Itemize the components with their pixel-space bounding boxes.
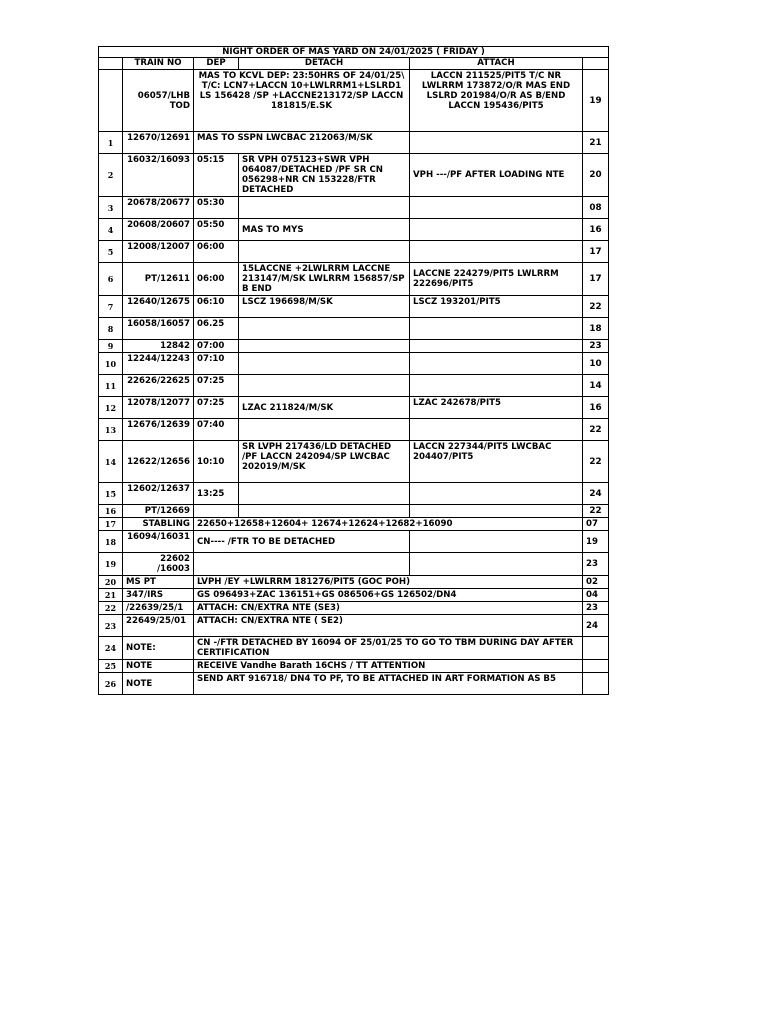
attach-cell: [410, 505, 583, 518]
rsn-cell: 23: [583, 340, 609, 353]
header-detach: DETACH: [239, 58, 410, 70]
rsn-cell: [583, 673, 609, 695]
train-no-cell: 12622/12656: [123, 441, 194, 483]
train-no-cell: NOTE: [123, 660, 194, 673]
row-sno: 10: [99, 353, 123, 375]
rsn-cell: 24: [583, 615, 609, 637]
table-row: [99, 483, 609, 505]
dep-cell: 05:30: [194, 197, 239, 219]
dep-cell: 07:25: [194, 397, 239, 419]
table-row: [99, 70, 609, 132]
train-no-cell: NOTE: [123, 673, 194, 695]
train-no-cell: 06057/LHB TOD: [123, 70, 194, 132]
detach-cell: LZAC 211824/M/SK: [239, 397, 410, 419]
attach-cell: [410, 419, 583, 441]
attach-cell: [410, 375, 583, 397]
row-sno: 22: [99, 602, 123, 615]
table-row: [99, 340, 609, 353]
table-row: [99, 441, 609, 483]
remarks-cell: SEND ART 916718/ DN4 TO PF, TO BE ATTACHED IN ART FORMATION AS B5: [194, 673, 583, 695]
detach-cell: [239, 505, 410, 518]
dep-cell: 07:40: [194, 419, 239, 441]
rsn-cell: 23: [583, 553, 609, 576]
row-sno: 8: [99, 318, 123, 340]
header-train-no: TRAIN NO: [123, 58, 194, 70]
remarks-cell: CN -/FTR DETACHED BY 16094 OF 25/01/25 TO GO TO TBM DURING DAY AFTER CERTIFICATION: [194, 637, 583, 660]
attach-cell: LACCN 227344/PIT5 LWCBAC 204407/PIT5: [410, 441, 583, 483]
train-no-cell: 12602/12637: [123, 483, 194, 505]
remarks-cell: RECEIVE Vandhe Barath 16CHS / TT ATTENTION: [194, 660, 583, 673]
dep-cell: 05:50: [194, 219, 239, 241]
train-no-cell: PT/12611: [123, 263, 194, 296]
header-rsn: [583, 58, 609, 70]
train-no-cell: 22602 /16003: [123, 553, 194, 576]
train-no-cell: 20608/20607: [123, 219, 194, 241]
table-row: [99, 197, 609, 219]
dep-cell: 06:00: [194, 263, 239, 296]
table-row: [99, 589, 609, 602]
detach-cell: [239, 241, 410, 263]
detach-cell: [239, 353, 410, 375]
remarks-cell: LVPH /EY +LWLRRM 181276/PIT5 (GOC POH): [194, 576, 583, 589]
header-attach: ATTACH: [410, 58, 583, 70]
rsn-cell: 23: [583, 602, 609, 615]
night-order-sheet: [98, 46, 608, 695]
attach-cell: LACCNE 224279/PIT5 LWLRRM 222696/PIT5: [410, 263, 583, 296]
rsn-cell: 16: [583, 397, 609, 419]
table-row: [99, 296, 609, 318]
detach-cell: LSCZ 196698/M/SK: [239, 296, 410, 318]
rsn-cell: 07: [583, 518, 609, 531]
train-no-cell: 22649/25/01: [123, 615, 194, 637]
detach-cell: SR VPH 075123+SWR VPH 064087/DETACHED /PF SR CN 056298+NR CN 153228/FTR DETACHED: [239, 154, 410, 197]
attach-cell: [410, 197, 583, 219]
attach-cell: [410, 340, 583, 353]
attach-cell: [410, 531, 583, 553]
dep-cell: [194, 505, 239, 518]
row-sno: 23: [99, 615, 123, 637]
rsn-cell: 19: [583, 70, 609, 132]
rsn-cell: 18: [583, 318, 609, 340]
rsn-cell: 17: [583, 241, 609, 263]
detach-cell: [194, 553, 410, 576]
table-row: [99, 419, 609, 441]
attach-cell: LACCN 211525/PIT5 T/C NR LWLRRM 173872/O/R MAS END LSLRD 201984/O/R AS B/END LACCN 195436/PIT5: [410, 70, 583, 132]
attach-cell: [410, 318, 583, 340]
header-row: [99, 58, 609, 70]
rsn-cell: 21: [583, 132, 609, 154]
row-sno: 11: [99, 375, 123, 397]
detach-cell: MAS TO SSPN LWCBAC 212063/M/SK: [194, 132, 410, 154]
train-no-cell: 22626/22625: [123, 375, 194, 397]
table-row: [99, 615, 609, 637]
table-row: [99, 219, 609, 241]
table-row: [99, 132, 609, 154]
row-sno: 20: [99, 576, 123, 589]
attach-cell: [410, 483, 583, 505]
rsn-cell: 10: [583, 353, 609, 375]
attach-cell: [410, 132, 583, 154]
rsn-cell: 22: [583, 505, 609, 518]
row-sno: 15: [99, 483, 123, 505]
row-sno: 3: [99, 197, 123, 219]
row-sno: 25: [99, 660, 123, 673]
train-no-cell: 12008/12007: [123, 241, 194, 263]
table-row: [99, 660, 609, 673]
row-sno: 18: [99, 531, 123, 553]
rsn-cell: [583, 637, 609, 660]
header-sno: [99, 58, 123, 70]
table-row: [99, 518, 609, 531]
dep-cell: 10:10: [194, 441, 239, 483]
row-sno: 5: [99, 241, 123, 263]
table-row: [99, 318, 609, 340]
train-no-cell: 16032/16093: [123, 154, 194, 197]
attach-cell: LZAC 242678/PIT5: [410, 397, 583, 419]
dep-cell: 06:10: [194, 296, 239, 318]
train-no-cell: 12640/12675: [123, 296, 194, 318]
row-sno: 1: [99, 132, 123, 154]
row-sno: 24: [99, 637, 123, 660]
table-row: [99, 375, 609, 397]
row-sno: 13: [99, 419, 123, 441]
dep-cell: 05:15: [194, 154, 239, 197]
rsn-cell: 14: [583, 375, 609, 397]
dep-cell: 13:25: [194, 483, 239, 505]
table-row: [99, 263, 609, 296]
attach-cell: [410, 353, 583, 375]
detach-cell: SR LVPH 217436/LD DETACHED /PF LACCN 242094/SP LWCBAC 202019/M/SK: [239, 441, 410, 483]
detach-cell: MAS TO MYS: [239, 219, 410, 241]
detach-cell: MAS TO KCVL DEP: 23:50HRS OF 24/01/25\ T/C: LCN7+LACCN 10+LWLRRM1+LSLRD1 LS 156428 /SP +LACCNE213172/SP LACCN 181815/E.SK: [194, 70, 410, 132]
table-row: [99, 553, 609, 576]
train-no-cell: 16094/16031: [123, 531, 194, 553]
sheet-title: NIGHT ORDER OF MAS YARD ON 24/01/2025 ( FRIDAY ): [99, 47, 609, 58]
row-sno: 21: [99, 589, 123, 602]
table-row: [99, 154, 609, 197]
rsn-cell: 02: [583, 576, 609, 589]
rsn-cell: 17: [583, 263, 609, 296]
dep-cell: 07:25: [194, 375, 239, 397]
table-row: [99, 673, 609, 695]
night-order-table: [98, 46, 609, 695]
table-row: [99, 353, 609, 375]
title-row: [99, 47, 609, 58]
row-sno: 16: [99, 505, 123, 518]
train-no-cell: /22639/25/1: [123, 602, 194, 615]
remarks-cell: 22650+12658+12604+ 12674+12624+12682+16090: [194, 518, 583, 531]
detach-cell: [239, 197, 410, 219]
rsn-cell: 24: [583, 483, 609, 505]
rsn-cell: 22: [583, 296, 609, 318]
table-row: [99, 241, 609, 263]
detach-cell: [239, 419, 410, 441]
dep-cell: 06:00: [194, 241, 239, 263]
table-row: [99, 637, 609, 660]
rsn-cell: 22: [583, 419, 609, 441]
attach-cell: VPH ---/PF AFTER LOADING NTE: [410, 154, 583, 197]
table-row: [99, 602, 609, 615]
train-no-cell: 12670/12691: [123, 132, 194, 154]
row-sno: 9: [99, 340, 123, 353]
rsn-cell: 16: [583, 219, 609, 241]
dep-cell: 06.25: [194, 318, 239, 340]
detach-cell: [239, 318, 410, 340]
dep-cell: 07:10: [194, 353, 239, 375]
dep-cell: 07:00: [194, 340, 239, 353]
attach-cell: LSCZ 193201/PIT5: [410, 296, 583, 318]
row-sno: 19: [99, 553, 123, 576]
train-no-cell: 12244/12243: [123, 353, 194, 375]
attach-cell: [410, 219, 583, 241]
row-sno: [99, 70, 123, 132]
train-no-cell: 20678/20677: [123, 197, 194, 219]
detach-cell: [239, 375, 410, 397]
rsn-cell: 22: [583, 441, 609, 483]
row-sno: 17: [99, 518, 123, 531]
train-no-cell: 12078/12077: [123, 397, 194, 419]
remarks-cell: GS 096493+ZAC 136151+GS 086506+GS 126502/DN4: [194, 589, 583, 602]
remarks-cell: ATTACH: CN/EXTRA NTE (SE3): [194, 602, 583, 615]
train-no-cell: 347/IRS: [123, 589, 194, 602]
train-no-cell: 12676/12639: [123, 419, 194, 441]
rsn-cell: 19: [583, 531, 609, 553]
train-no-cell: NOTE:: [123, 637, 194, 660]
rsn-cell: [583, 660, 609, 673]
row-sno: 4: [99, 219, 123, 241]
remarks-cell: ATTACH: CN/EXTRA NTE ( SE2): [194, 615, 583, 637]
rsn-cell: 08: [583, 197, 609, 219]
row-sno: 26: [99, 673, 123, 695]
table-row: [99, 397, 609, 419]
table-row: [99, 531, 609, 553]
table-row: [99, 505, 609, 518]
row-sno: 12: [99, 397, 123, 419]
attach-cell: [410, 553, 583, 576]
detach-cell: [239, 483, 410, 505]
row-sno: 2: [99, 154, 123, 197]
rsn-cell: 04: [583, 589, 609, 602]
detach-cell: CN---- /FTR TO BE DETACHED: [194, 531, 410, 553]
rsn-cell: 20: [583, 154, 609, 197]
detach-cell: [239, 340, 410, 353]
train-no-cell: STABLING: [123, 518, 194, 531]
train-no-cell: MS PT: [123, 576, 194, 589]
row-sno: 6: [99, 263, 123, 296]
detach-cell: 15LACCNE +2LWLRRM LACCNE 213147/M/SK LWLRRM 156857/SP B END: [239, 263, 410, 296]
train-no-cell: 16058/16057: [123, 318, 194, 340]
header-dep: DEP: [194, 58, 239, 70]
train-no-cell: 12842: [123, 340, 194, 353]
row-sno: 7: [99, 296, 123, 318]
table-row: [99, 576, 609, 589]
row-sno: 14: [99, 441, 123, 483]
attach-cell: [410, 241, 583, 263]
train-no-cell: PT/12669: [123, 505, 194, 518]
